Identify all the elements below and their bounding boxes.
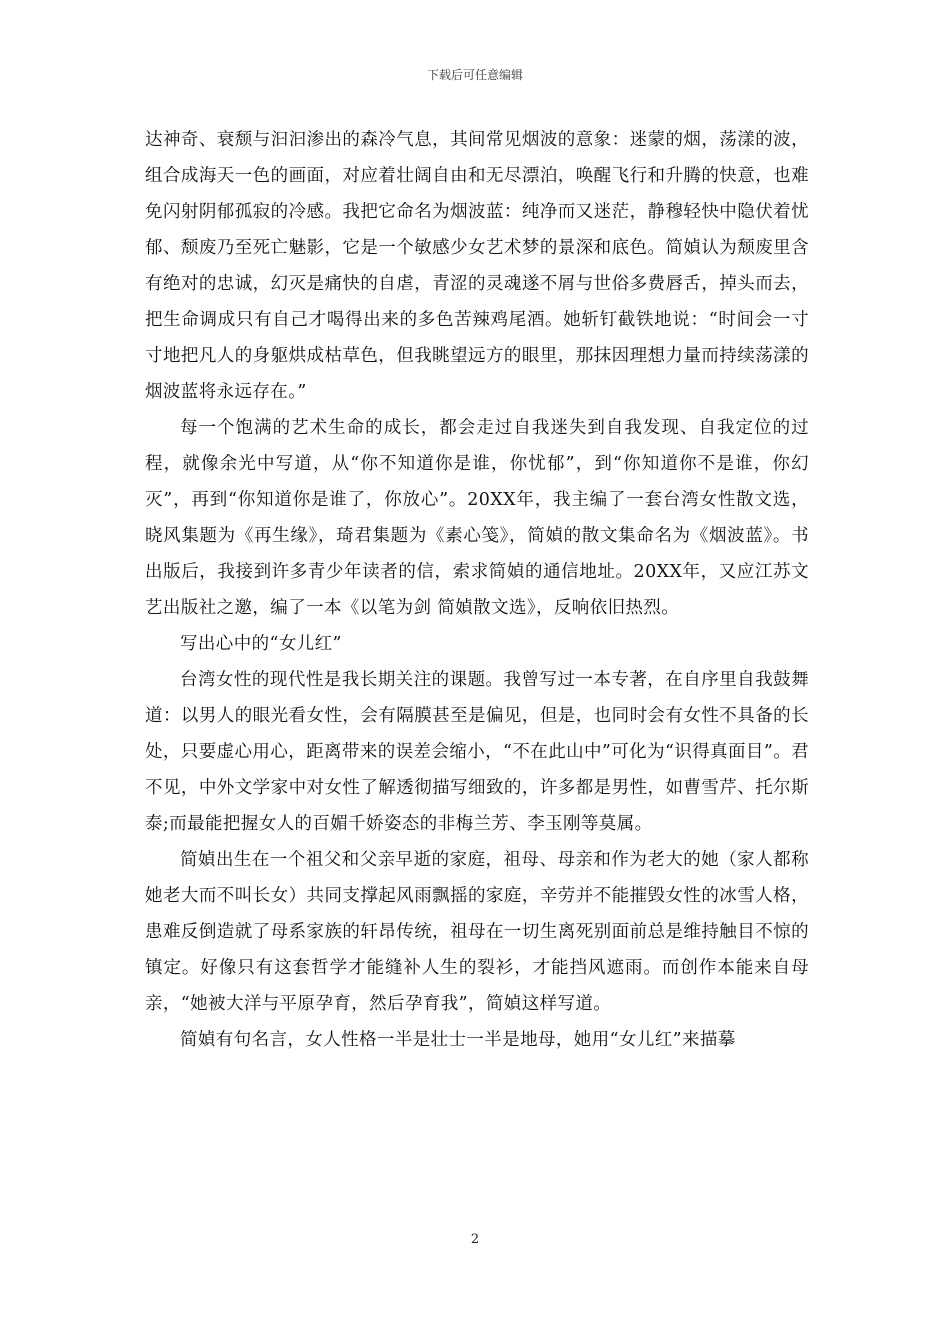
paragraph-5: 简媜有句名言，女人性格一半是壮士一半是地母，她用“女儿红”来描摹 <box>180 1030 736 1050</box>
page-header: 下载后可任意编辑 <box>426 68 523 82</box>
paragraph-4: 简媜出生在一个祖父和父亲早逝的家庭，祖母、母亲和作为老大的她（家人都称她老大而不叫长女）共同支撑起风雨飘摇的家庭，辛劳并不能摧毁女性的冰雪人格，患难反倒造就了母系家族的轩昂传统，祖母在一切生离死别面前总是维持触目不惊的镇定。好像只有这套哲学才能缝补人生的裂衫，才能挡风遮雨。而创作本能来自母亲，“她被大洋与平原孕育，然后孕育我”，简媜这样写道。 <box>145 850 809 1014</box>
paragraph-1: 达神奇、衰颓与汩汩渗出的森冷气息，其间常见烟波的意象：迷蒙的烟，荡漾的波，组合成海天一色的画面，对应着壮阔自由和无尽漂泊，唤醒飞行和升腾的快意，也难免闪射阴郁孤寂的冷感。我把它命名为烟波蓝：纯净而又迷茫，静穆轻快中隐伏着忧郁、颓废乃至死亡魅影，它是一个敏感少女艺术梦的景深和底色。简媜认为颓废里含有绝对的忠诚，幻灭是痛快的自虐，青涩的灵魂遂不屑与世俗多费唇舌，掉头而去，把生命调成只有自己才喝得出来的多色苦辣鸡尾酒。她斩钉截铁地说：“时间会一寸寸地把凡人的身躯烘成枯草色，但我眺望远方的眼里，那抹因理想力量而持续荡漾的烟波蓝将永远存在。” <box>145 130 809 402</box>
page-number: 2 <box>470 1232 480 1247</box>
body-text <box>145 122 809 1058</box>
paragraph-2: 每一个饱满的艺术生命的成长，都会走过自我迷失到自我发现、自我定位的过程，就像余光中写道，从“你不知道你是谁，你忧郁”，到“你知道你不是谁，你幻灭”，再到“你知道你是谁了，你放心”。20XX年，我主编了一套台湾女性散文选，晓风集题为《再生缘》，琦君集题为《素心笺》，简媜的散文集命名为《烟波蓝》。书出版后，我接到许多青少年读者的信，索求简媜的通信地址。20XX年，又应江苏文艺出版社之邀，编了一本《以笔为剑 简媜散文选》，反响依旧热烈。 <box>145 418 809 618</box>
section-heading: 写出心中的“女儿红” <box>180 634 342 654</box>
paragraph-3: 台湾女性的现代性是我长期关注的课题。我曾写过一本专著，在自序里自我鼓舞道：以男人的眼光看女性，会有隔膜甚至是偏见，但是，也同时会有女性不具备的长处，只要虚心用心，距离带来的误差会缩小，“不在此山中”可化为“识得真面目”。君不见，中外文学家中对女性了解透彻描写细致的，许多都是男性，如曹雪芹、托尔斯泰;而最能把握女人的百媚千娇姿态的非梅兰芳、李玉刚等莫属。 <box>145 670 809 834</box>
